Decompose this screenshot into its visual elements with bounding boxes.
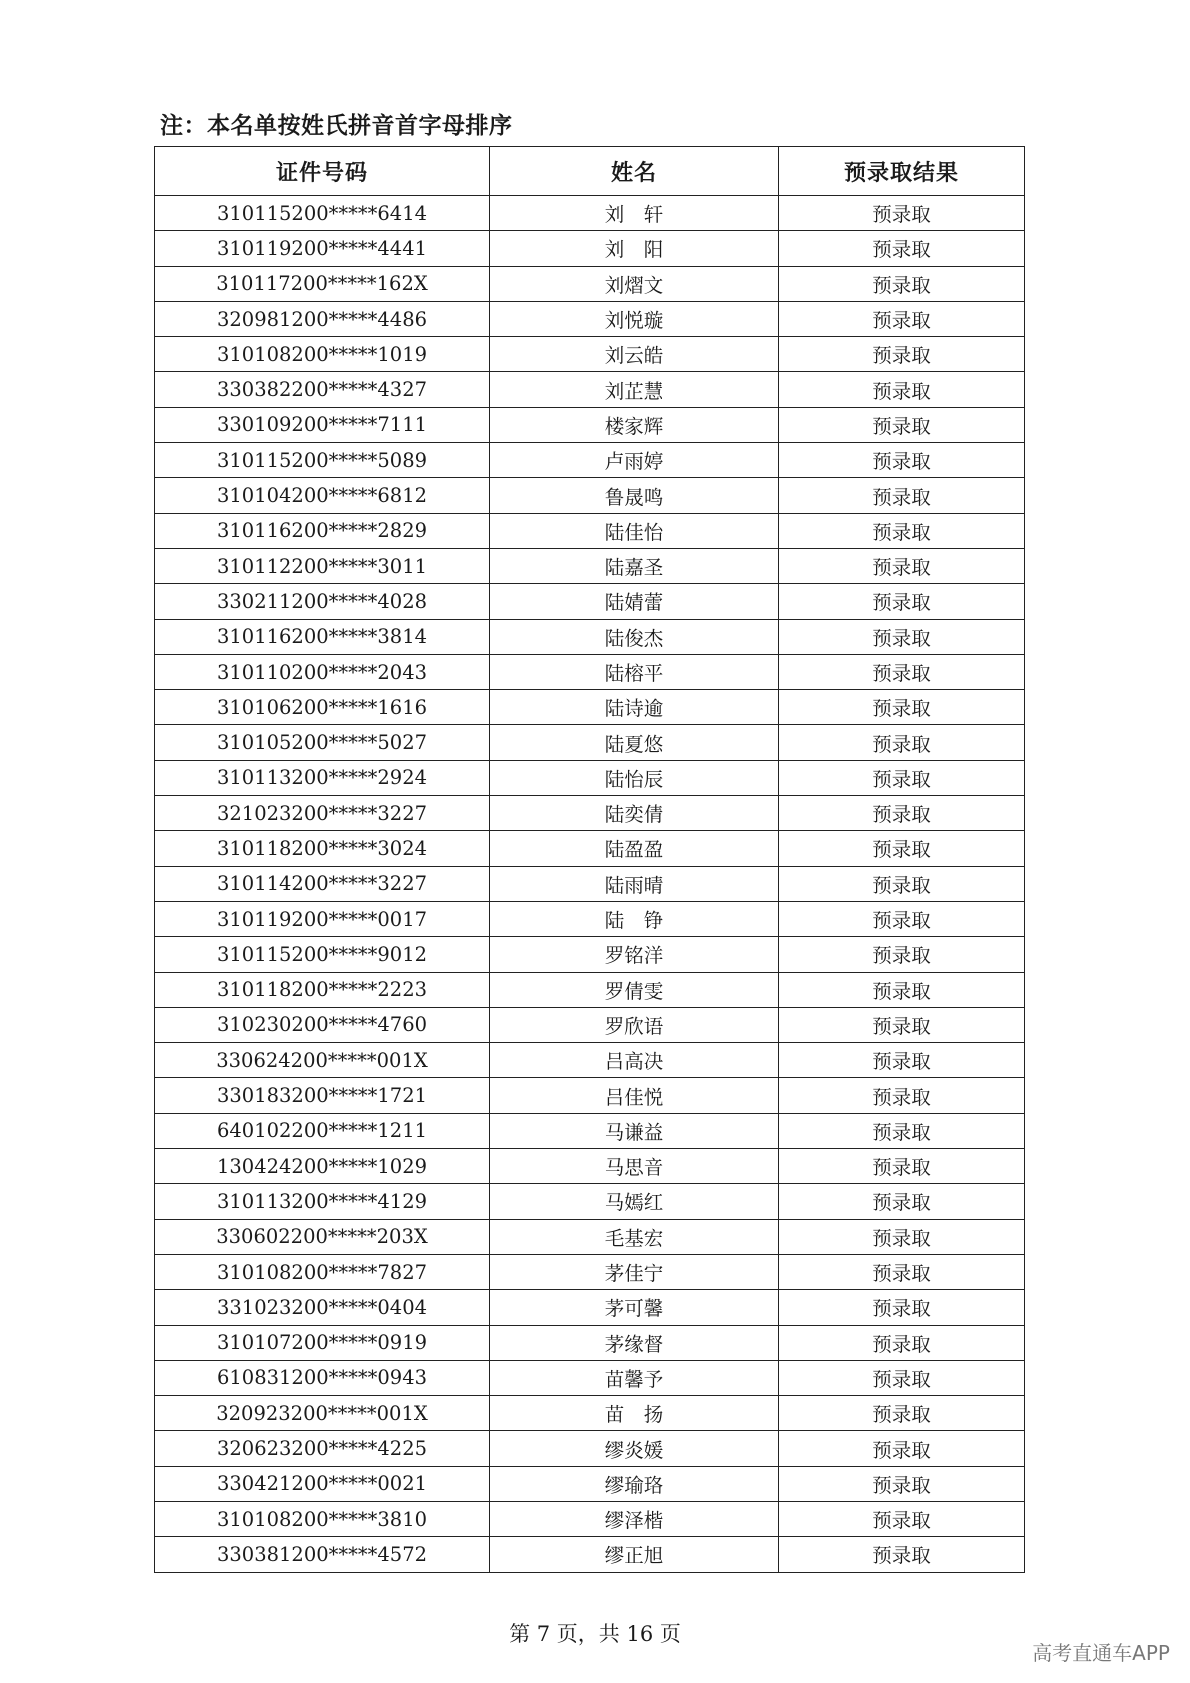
name-cell: 陆盈盈 bbox=[490, 831, 779, 866]
id-number-cell: 310108200*****7827 bbox=[155, 1254, 490, 1289]
column-header-id-number: 证件号码 bbox=[155, 147, 490, 196]
table-row bbox=[155, 1466, 1025, 1501]
result-cell: 预录取 bbox=[779, 372, 1025, 407]
result-cell: 预录取 bbox=[779, 1219, 1025, 1254]
id-number-cell: 330211200*****4028 bbox=[155, 584, 490, 619]
result-cell: 预录取 bbox=[779, 266, 1025, 301]
result-cell: 预录取 bbox=[779, 1290, 1025, 1325]
result-cell: 预录取 bbox=[779, 796, 1025, 831]
table-row bbox=[155, 654, 1025, 689]
id-number-cell: 310116200*****2829 bbox=[155, 513, 490, 548]
result-cell: 预录取 bbox=[779, 478, 1025, 513]
list-note: 注：本名单按姓氏拼音首字母排序 bbox=[160, 113, 513, 139]
id-number-cell: 310110200*****2043 bbox=[155, 654, 490, 689]
id-number-cell: 310115200*****9012 bbox=[155, 937, 490, 972]
id-number-cell: 330602200*****203X bbox=[155, 1219, 490, 1254]
result-cell: 预录取 bbox=[779, 831, 1025, 866]
column-header-result: 预录取结果 bbox=[779, 147, 1025, 196]
table-row bbox=[155, 937, 1025, 972]
name-cell: 刘熠文 bbox=[490, 266, 779, 301]
table-body bbox=[155, 196, 1025, 1573]
table-row bbox=[155, 690, 1025, 725]
id-number-cell: 310115200*****5089 bbox=[155, 443, 490, 478]
table-row bbox=[155, 866, 1025, 901]
result-cell: 预录取 bbox=[779, 1078, 1025, 1113]
name-cell: 罗铭洋 bbox=[490, 937, 779, 972]
id-number-cell: 310105200*****5027 bbox=[155, 725, 490, 760]
table-row bbox=[155, 619, 1025, 654]
name-cell: 马嫣红 bbox=[490, 1184, 779, 1219]
result-cell: 预录取 bbox=[779, 337, 1025, 372]
name-cell: 陆俊杰 bbox=[490, 619, 779, 654]
table-row bbox=[155, 266, 1025, 301]
id-number-cell: 130424200*****1029 bbox=[155, 1149, 490, 1184]
result-cell: 预录取 bbox=[779, 1431, 1025, 1466]
result-cell: 预录取 bbox=[779, 1254, 1025, 1289]
name-cell: 陆 铮 bbox=[490, 901, 779, 936]
table-row bbox=[155, 1078, 1025, 1113]
id-number-cell: 320981200*****4486 bbox=[155, 301, 490, 336]
name-cell: 罗倩雯 bbox=[490, 972, 779, 1007]
table-row bbox=[155, 725, 1025, 760]
name-cell: 陆奕倩 bbox=[490, 796, 779, 831]
table-row bbox=[155, 831, 1025, 866]
id-number-cell: 330183200*****1721 bbox=[155, 1078, 490, 1113]
id-number-cell: 310119200*****0017 bbox=[155, 901, 490, 936]
table-row bbox=[155, 478, 1025, 513]
name-cell: 罗欣语 bbox=[490, 1007, 779, 1042]
name-cell: 刘 阳 bbox=[490, 231, 779, 266]
table-row bbox=[155, 1431, 1025, 1466]
id-number-cell: 310112200*****3011 bbox=[155, 548, 490, 583]
page-number: 第 7 页，共 16 页 bbox=[509, 1622, 681, 1646]
result-cell: 预录取 bbox=[779, 1149, 1025, 1184]
result-cell: 预录取 bbox=[779, 619, 1025, 654]
result-cell: 预录取 bbox=[779, 231, 1025, 266]
table-row bbox=[155, 1360, 1025, 1395]
id-number-cell: 310104200*****6812 bbox=[155, 478, 490, 513]
name-cell: 毛基宏 bbox=[490, 1219, 779, 1254]
name-cell: 苗 扬 bbox=[490, 1396, 779, 1431]
table-row bbox=[155, 372, 1025, 407]
name-cell: 陆夏悠 bbox=[490, 725, 779, 760]
name-cell: 吕佳悦 bbox=[490, 1078, 779, 1113]
name-cell: 楼家辉 bbox=[490, 407, 779, 442]
result-cell: 预录取 bbox=[779, 866, 1025, 901]
result-cell: 预录取 bbox=[779, 196, 1025, 231]
table-row bbox=[155, 1396, 1025, 1431]
id-number-cell: 310107200*****0919 bbox=[155, 1325, 490, 1360]
table-row bbox=[155, 231, 1025, 266]
name-cell: 苗馨予 bbox=[490, 1360, 779, 1395]
table-row bbox=[155, 1007, 1025, 1042]
table-row bbox=[155, 1219, 1025, 1254]
table-row bbox=[155, 1043, 1025, 1078]
result-cell: 预录取 bbox=[779, 1360, 1025, 1395]
name-cell: 缪正旭 bbox=[490, 1537, 779, 1572]
id-number-cell: 310115200*****6414 bbox=[155, 196, 490, 231]
name-cell: 刘悦璇 bbox=[490, 301, 779, 336]
table-row bbox=[155, 513, 1025, 548]
result-cell: 预录取 bbox=[779, 725, 1025, 760]
id-number-cell: 321023200*****3227 bbox=[155, 796, 490, 831]
name-cell: 刘芷慧 bbox=[490, 372, 779, 407]
table-row bbox=[155, 1290, 1025, 1325]
table-row bbox=[155, 584, 1025, 619]
result-cell: 预录取 bbox=[779, 443, 1025, 478]
id-number-cell: 310108200*****3810 bbox=[155, 1501, 490, 1536]
result-cell: 预录取 bbox=[779, 407, 1025, 442]
result-cell: 预录取 bbox=[779, 937, 1025, 972]
name-cell: 陆嘉圣 bbox=[490, 548, 779, 583]
table-row bbox=[155, 901, 1025, 936]
result-cell: 预录取 bbox=[779, 1184, 1025, 1219]
id-number-cell: 330624200*****001X bbox=[155, 1043, 490, 1078]
name-cell: 吕高决 bbox=[490, 1043, 779, 1078]
result-cell: 预录取 bbox=[779, 1113, 1025, 1148]
result-cell: 预录取 bbox=[779, 690, 1025, 725]
table-header-row bbox=[155, 147, 1025, 196]
name-cell: 缪泽楷 bbox=[490, 1501, 779, 1536]
table-row bbox=[155, 796, 1025, 831]
id-number-cell: 640102200*****1211 bbox=[155, 1113, 490, 1148]
id-number-cell: 310108200*****1019 bbox=[155, 337, 490, 372]
table-row bbox=[155, 972, 1025, 1007]
table-row bbox=[155, 1184, 1025, 1219]
result-cell: 预录取 bbox=[779, 1325, 1025, 1360]
id-number-cell: 310113200*****4129 bbox=[155, 1184, 490, 1219]
name-cell: 马思音 bbox=[490, 1149, 779, 1184]
name-cell: 陆榕平 bbox=[490, 654, 779, 689]
table-row bbox=[155, 760, 1025, 795]
table-row bbox=[155, 548, 1025, 583]
name-cell: 陆佳怡 bbox=[490, 513, 779, 548]
id-number-cell: 330421200*****0021 bbox=[155, 1466, 490, 1501]
table-row bbox=[155, 443, 1025, 478]
table-row bbox=[155, 301, 1025, 336]
result-cell: 预录取 bbox=[779, 760, 1025, 795]
result-cell: 预录取 bbox=[779, 301, 1025, 336]
id-number-cell: 310118200*****3024 bbox=[155, 831, 490, 866]
result-cell: 预录取 bbox=[779, 513, 1025, 548]
id-number-cell: 330381200*****4572 bbox=[155, 1537, 490, 1572]
id-number-cell: 310116200*****3814 bbox=[155, 619, 490, 654]
result-cell: 预录取 bbox=[779, 1396, 1025, 1431]
result-cell: 预录取 bbox=[779, 584, 1025, 619]
result-cell: 预录取 bbox=[779, 1537, 1025, 1572]
id-number-cell: 320623200*****4225 bbox=[155, 1431, 490, 1466]
table-row bbox=[155, 1113, 1025, 1148]
name-cell: 茅佳宁 bbox=[490, 1254, 779, 1289]
name-cell: 马谦益 bbox=[490, 1113, 779, 1148]
admission-table bbox=[154, 146, 1025, 1573]
id-number-cell: 310118200*****2223 bbox=[155, 972, 490, 1007]
table-row bbox=[155, 1254, 1025, 1289]
table-row bbox=[155, 407, 1025, 442]
result-cell: 预录取 bbox=[779, 1007, 1025, 1042]
id-number-cell: 310113200*****2924 bbox=[155, 760, 490, 795]
id-number-cell: 331023200*****0404 bbox=[155, 1290, 490, 1325]
result-cell: 预录取 bbox=[779, 1501, 1025, 1536]
id-number-cell: 610831200*****0943 bbox=[155, 1360, 490, 1395]
name-cell: 缪炎媛 bbox=[490, 1431, 779, 1466]
table-row bbox=[155, 1149, 1025, 1184]
id-number-cell: 310230200*****4760 bbox=[155, 1007, 490, 1042]
id-number-cell: 330109200*****7111 bbox=[155, 407, 490, 442]
result-cell: 预录取 bbox=[779, 972, 1025, 1007]
result-cell: 预录取 bbox=[779, 548, 1025, 583]
name-cell: 陆怡辰 bbox=[490, 760, 779, 795]
name-cell: 刘云皓 bbox=[490, 337, 779, 372]
watermark: 高考直通车APP bbox=[1032, 1641, 1170, 1665]
table-row bbox=[155, 337, 1025, 372]
result-cell: 预录取 bbox=[779, 901, 1025, 936]
name-cell: 茅可馨 bbox=[490, 1290, 779, 1325]
id-number-cell: 310114200*****3227 bbox=[155, 866, 490, 901]
name-cell: 刘 轩 bbox=[490, 196, 779, 231]
result-cell: 预录取 bbox=[779, 1043, 1025, 1078]
name-cell: 陆婧蕾 bbox=[490, 584, 779, 619]
table-row bbox=[155, 1501, 1025, 1536]
id-number-cell: 310117200*****162X bbox=[155, 266, 490, 301]
id-number-cell: 320923200*****001X bbox=[155, 1396, 490, 1431]
name-cell: 茅缘督 bbox=[490, 1325, 779, 1360]
name-cell: 陆雨晴 bbox=[490, 866, 779, 901]
table-row bbox=[155, 1325, 1025, 1360]
name-cell: 缪瑜珞 bbox=[490, 1466, 779, 1501]
name-cell: 陆诗逾 bbox=[490, 690, 779, 725]
result-cell: 预录取 bbox=[779, 654, 1025, 689]
column-header-name: 姓名 bbox=[490, 147, 779, 196]
id-number-cell: 310119200*****4441 bbox=[155, 231, 490, 266]
table-row bbox=[155, 196, 1025, 231]
result-cell: 预录取 bbox=[779, 1466, 1025, 1501]
id-number-cell: 330382200*****4327 bbox=[155, 372, 490, 407]
id-number-cell: 310106200*****1616 bbox=[155, 690, 490, 725]
name-cell: 卢雨婷 bbox=[490, 443, 779, 478]
table-row bbox=[155, 1537, 1025, 1572]
name-cell: 鲁晟鸣 bbox=[490, 478, 779, 513]
